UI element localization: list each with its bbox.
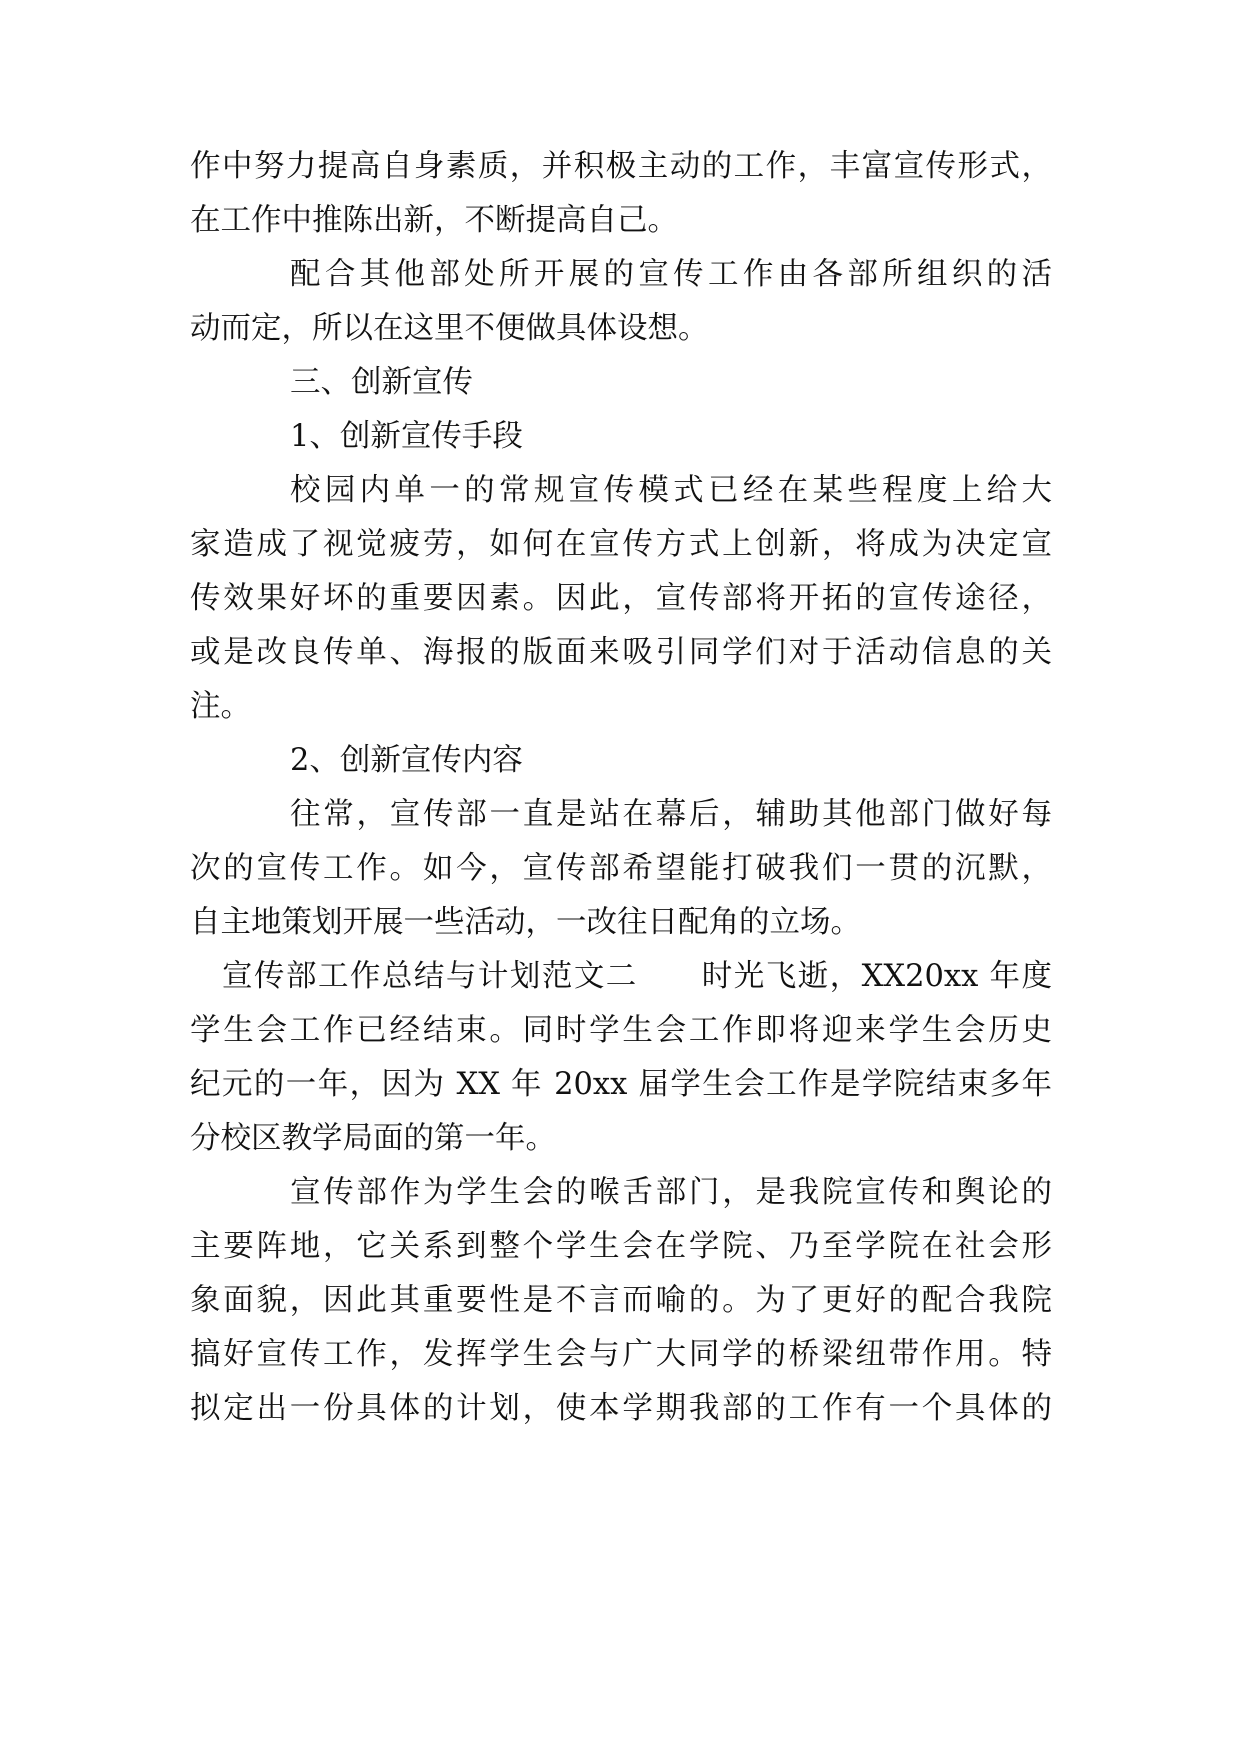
text-line: 家造成了视觉疲劳，如何在宣传方式上创新，将成为决定宣 [190,527,1052,562]
text-line: 作中努力提高自身素质，并积极主动的工作，丰富宣传形式， [190,149,1052,184]
text-line: 或是改良传单、海报的版面来吸引同学们对于活动信息的关 [190,635,1052,670]
text-line: 纪元的一年，因为 XX 年 20xx 届学生会工作是学院结束多年 [190,1067,1052,1102]
text-line: 动而定，所以在这里不便做具体设想。 [190,311,709,346]
text-line: 配合其他部处所开展的宣传工作由各部所组织的活 [290,257,1052,292]
text-line: 拟定出一份具体的计划，使本学期我部的工作有一个具体的 [190,1391,1052,1426]
text-line: 次的宣传工作。如今，宣传部希望能打破我们一贯的沉默， [190,851,1052,886]
text-line: 自主地策划开展一些活动，一改往日配角的立场。 [190,905,861,940]
section-heading: 三、创新宣传 [290,365,473,400]
text-line: 注。 [190,689,251,724]
text-line: 宣传部作为学生会的喉舌部门，是我院宣传和舆论的 [290,1175,1052,1210]
text-line: 分校区教学局面的第一年。 [190,1121,556,1156]
text-line: 传效果好坏的重要因素。因此，宣传部将开拓的宣传途径， [190,581,1052,616]
subsection-heading: 1、创新宣传手段 [290,419,523,454]
text-line: 校园内单一的常规宣传模式已经在某些程度上给大 [290,473,1052,508]
subsection-heading: 2、创新宣传内容 [290,743,523,778]
text-line: 宣传部工作总结与计划范文二 时光飞逝，XX20xx 年度 [222,959,1052,994]
text-line: 搞好宣传工作，发挥学生会与广大同学的桥梁纽带作用。特 [190,1337,1052,1372]
text-line: 象面貌，因此其重要性是不言而喻的。为了更好的配合我院 [190,1283,1052,1318]
text-line: 往常，宣传部一直是站在幕后，辅助其他部门做好每 [290,797,1052,832]
text-line: 在工作中推陈出新，不断提高自己。 [190,203,678,238]
text-line: 学生会工作已经结束。同时学生会工作即将迎来学生会历史 [190,1013,1052,1048]
text-line: 主要阵地，它关系到整个学生会在学院、乃至学院在社会形 [190,1229,1052,1264]
